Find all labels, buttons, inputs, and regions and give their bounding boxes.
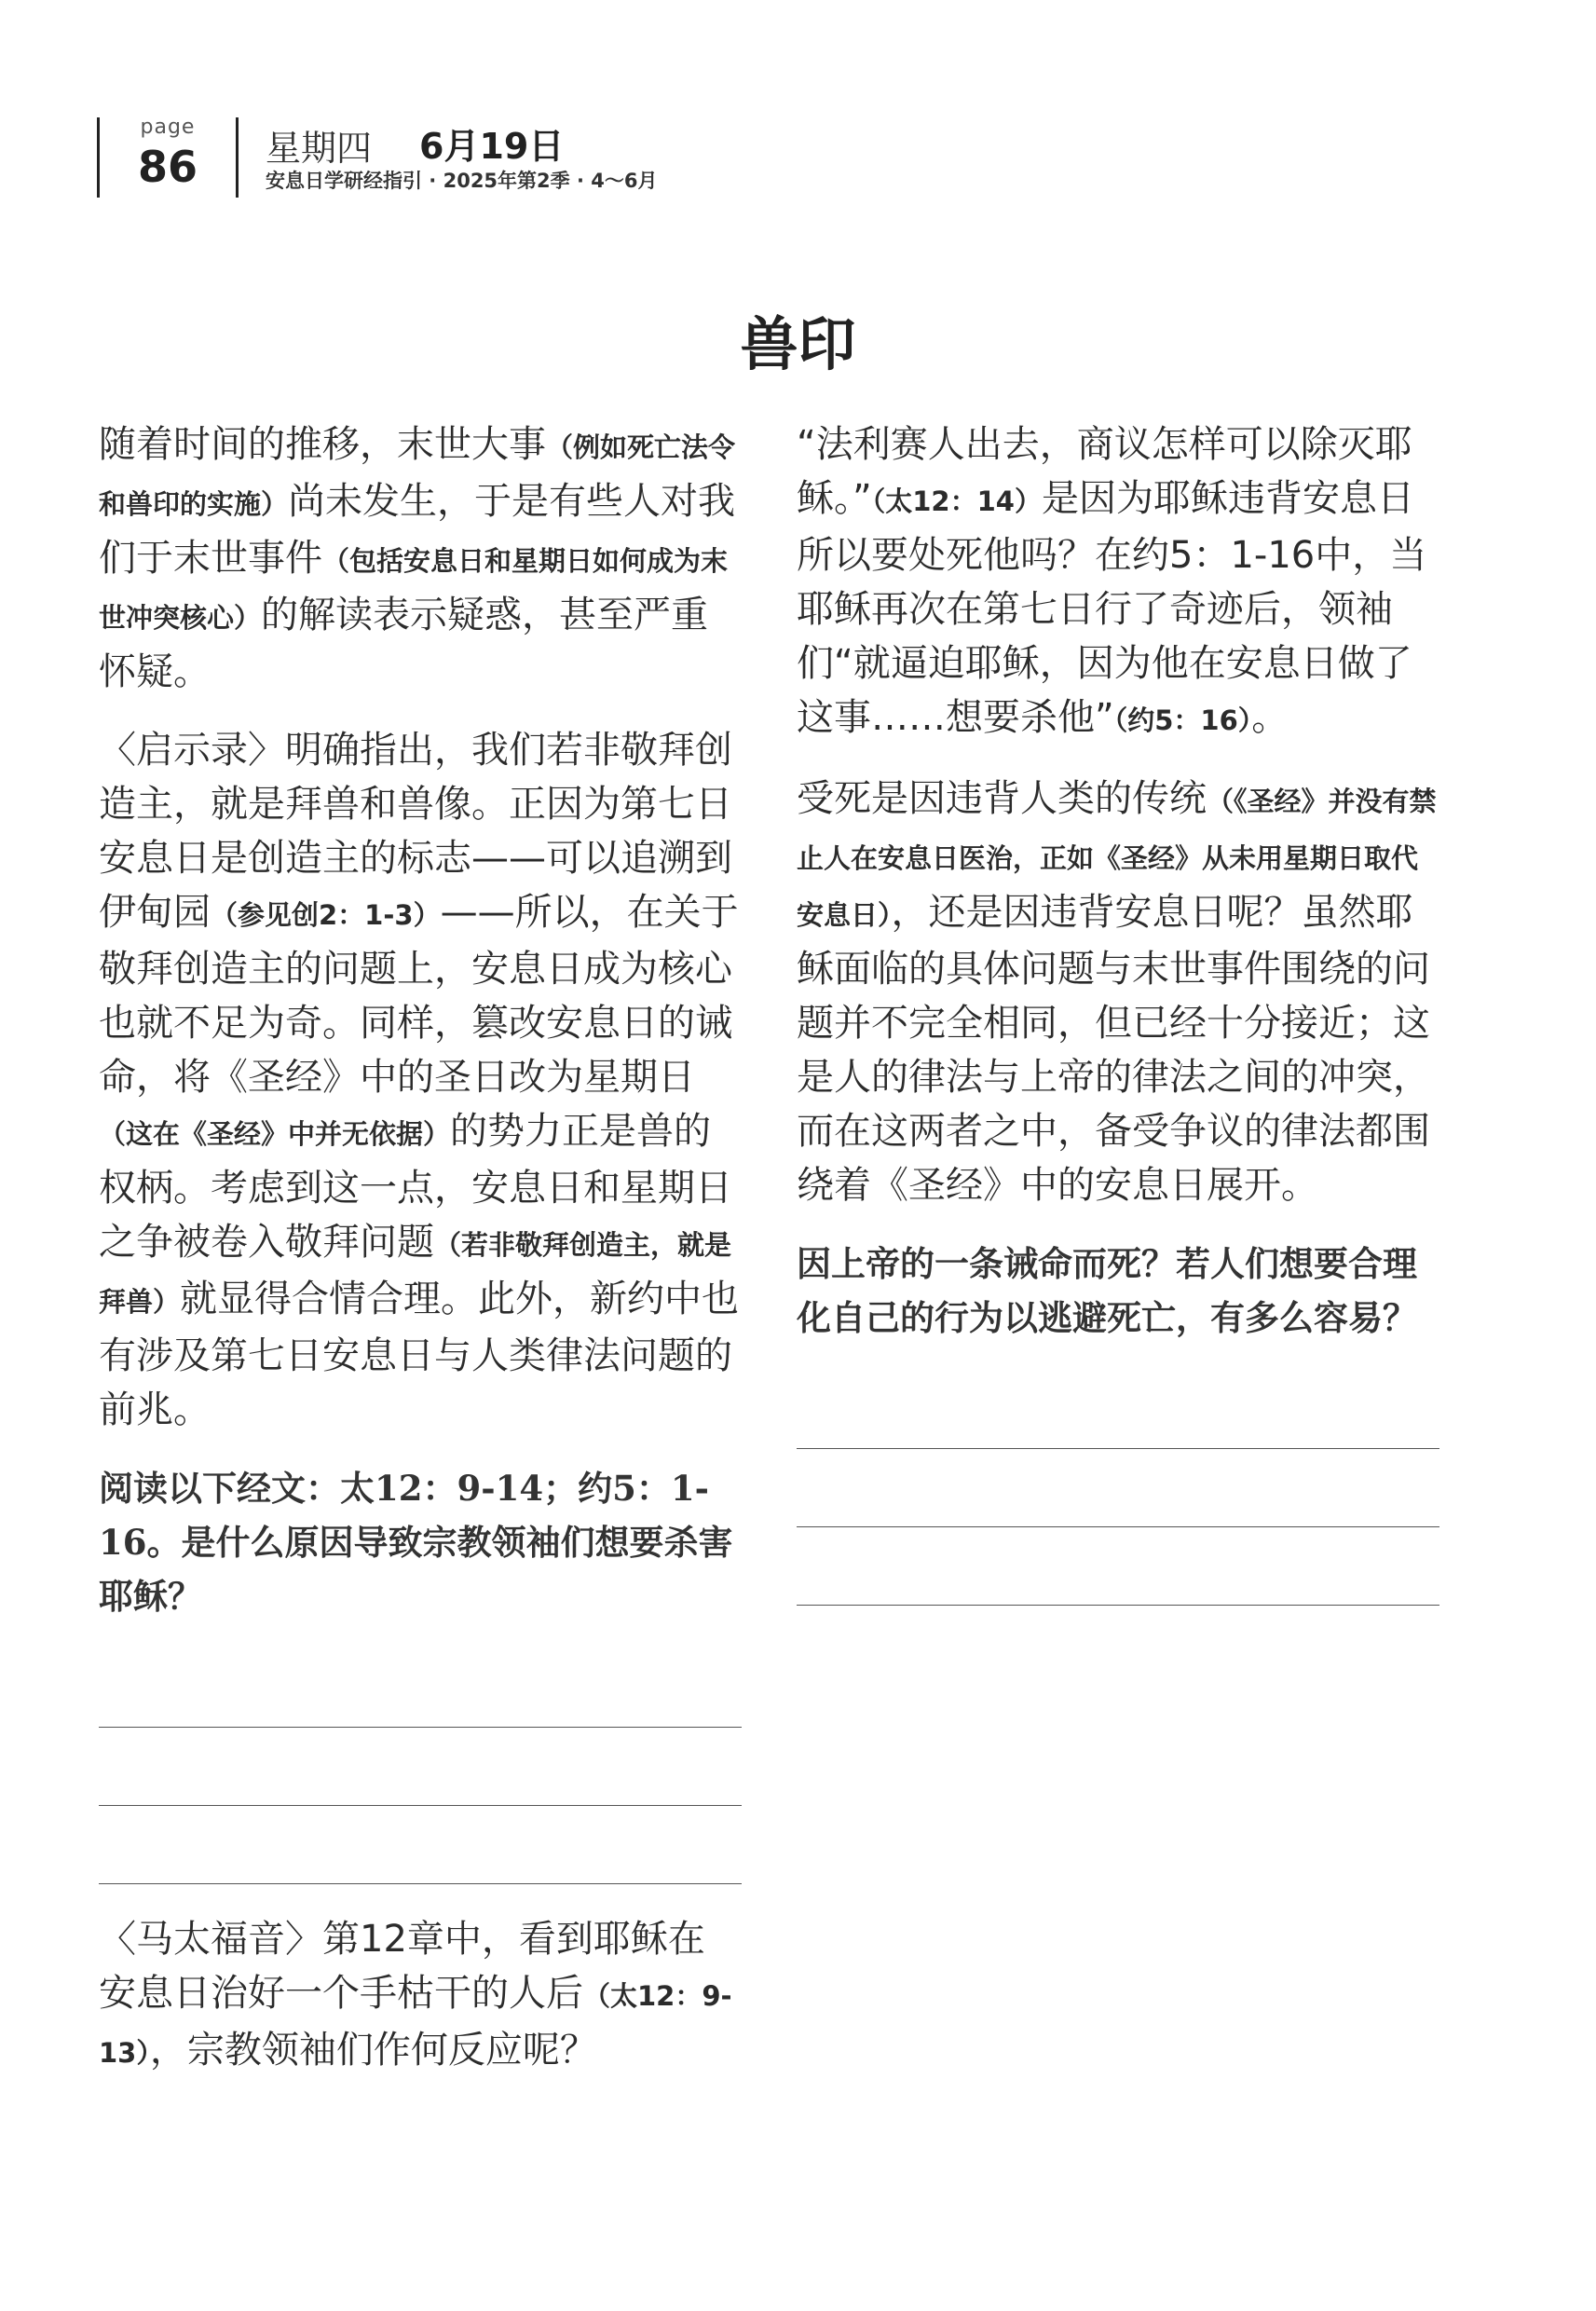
scripture-reference: （太12：9-13） (99, 1980, 732, 2069)
left-column (99, 417, 742, 2104)
right-column (797, 417, 1439, 1634)
paragraph (99, 417, 742, 699)
page-label: page (140, 116, 196, 139)
paragraph-text: 随着时间的推移，末世大事 (99, 423, 546, 466)
answer-lines[interactable] (99, 1672, 742, 1884)
study-question: 因上帝的一条诫命而死？若人们想要合理化自己的行为以逃避死亡，有多么容易？ (797, 1243, 1417, 1338)
paragraph-text: 就显得合情合理。此外，新约中也有涉及第七日安息日与人类律法问题的前兆。 (99, 1278, 740, 1431)
answer-line[interactable] (797, 1527, 1439, 1606)
weekday: 星期四 (266, 128, 373, 169)
paragraph-text: ——所以，在关于敬拜创造主的问题上，安息日成为核心也就不足为奇。同样，篡改安息日的诫命，将《圣经》中的圣日改为星期日 (99, 891, 739, 1099)
date: 6月19日 (419, 126, 565, 167)
scripture-reference: （约5：16） (1113, 704, 1252, 736)
paragraph (99, 723, 742, 1437)
scripture-reference: （参见创2：1-3） (211, 899, 441, 931)
page-title: 兽印 (740, 310, 856, 378)
study-question: 阅读以下经文：太12：9-14；约5：1-16。是什么原因导致宗教领袖们想要杀害耶稣？ (99, 1468, 733, 1617)
header-divider-mid (236, 117, 239, 198)
paragraph-text: 〈启示录〉明确指出，我们若非敬拜创造主，就是拜兽和兽像。正因为第七日安息日是创造主的标志——可以追溯到伊甸园 (99, 729, 732, 934)
paragraph-text: ，宗教领袖们作何反应呢？ (149, 2029, 597, 2072)
answer-line[interactable] (99, 1806, 742, 1884)
parenthetical-note: （包括安息日和星期日如何成为末世冲突核心） (99, 545, 729, 634)
paragraph-text: “法利赛人出去，商议怎样可以除灭耶稣。” (797, 423, 1412, 520)
parenthetical-note: （例如死亡法令和兽印的实施） (99, 431, 736, 520)
paragraph (99, 1912, 742, 2080)
publication-subtitle: 安息日学研经指引 · 2025年第2季 · 4～6月 (266, 170, 658, 192)
scripture-reference: （太12：14） (871, 485, 1042, 517)
answer-line[interactable] (797, 1393, 1439, 1449)
parenthetical-note: （《圣经》并没有禁止人在安息日医治，正如《圣经》从未用星期日取代安息日） (797, 786, 1437, 931)
paragraph-text: 尚未发生，于是有些人对我们于末世事件 (99, 480, 736, 580)
parenthetical-note: （若非敬拜创造主，就是拜兽） (99, 1229, 732, 1318)
page-header (0, 0, 1596, 214)
paragraph (797, 417, 1439, 747)
paragraph-text: 〈马太福音〉第12章中，看到耶稣在安息日治好一个手枯干的人后 (99, 1918, 705, 2015)
paragraph (797, 772, 1439, 1212)
paragraph-text: 的解读表示疑惑，甚至严重怀疑。 (99, 594, 709, 693)
header-divider-left (97, 117, 100, 198)
answer-lines[interactable] (797, 1393, 1439, 1606)
paragraph-text: 。 (1251, 696, 1289, 739)
paragraph-text: 受死是因违背人类的传统 (797, 777, 1207, 820)
page-number: 86 (137, 142, 198, 192)
paragraph-text: ，还是因违背安息日呢？虽然耶稣面临的具体问题与末世事件围绕的问题并不完全相同，但已经十分接近；这是人的律法与上帝的律法之间的冲突，而在这两者之中，备受争议的律法都围绕着《圣经》中的安息日展开。 (797, 891, 1430, 1207)
paragraph-text: 是因为耶稣违背安息日所以要处死他吗？在约5：1-16中，当耶稣再次在第七日行了奇迹后，领袖们“就逼迫耶稣，因为他在安息日做了这事……想要杀他” (797, 477, 1427, 739)
parenthetical-note: （这在《圣经》中并无依据） (99, 1118, 451, 1150)
answer-line[interactable] (99, 1672, 742, 1728)
answer-line[interactable] (797, 1449, 1439, 1527)
paragraph-text: 的势力正是兽的权柄。考虑到这一点，安息日和星期日之争被卷入敬拜问题 (99, 1110, 732, 1264)
answer-line[interactable] (99, 1728, 742, 1806)
